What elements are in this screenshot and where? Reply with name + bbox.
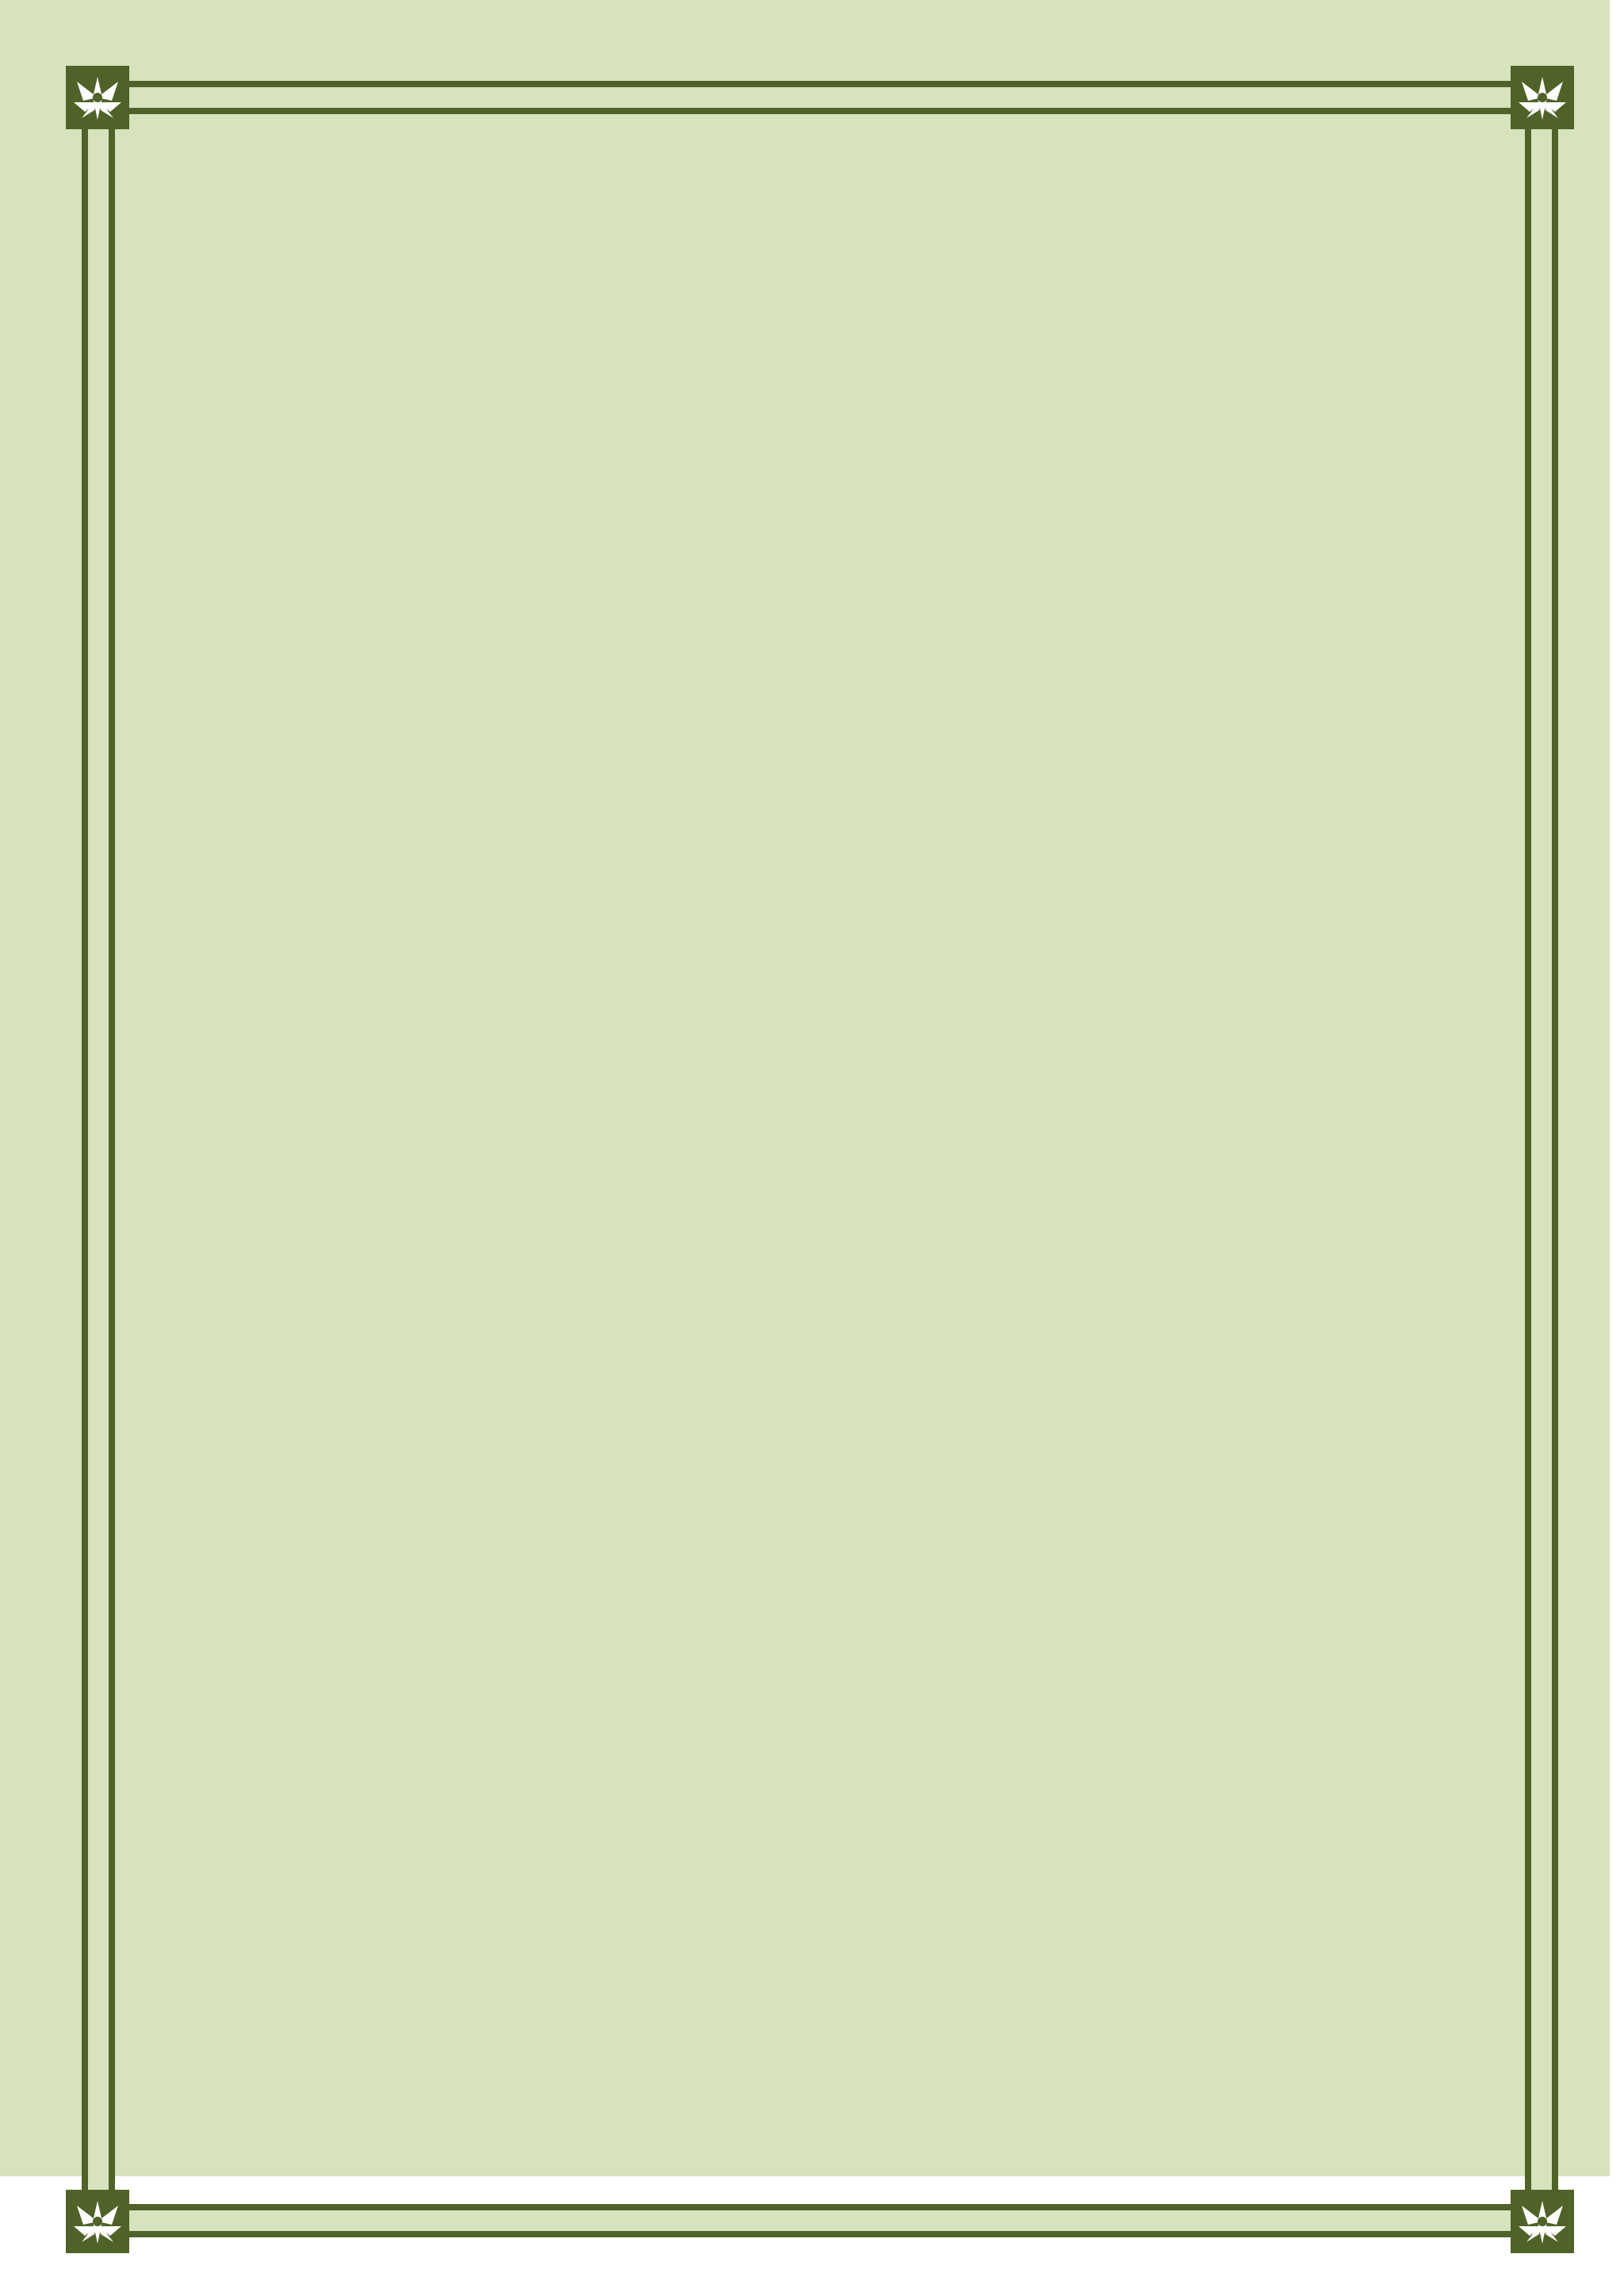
corner-ornament-bottom-right bbox=[1511, 2190, 1574, 2253]
corner-ornament-top-right bbox=[1511, 66, 1574, 129]
corner-ornament-top-left bbox=[66, 66, 129, 129]
corner-ornament-bottom-left bbox=[66, 2190, 129, 2253]
section-heading bbox=[242, 2049, 291, 2087]
